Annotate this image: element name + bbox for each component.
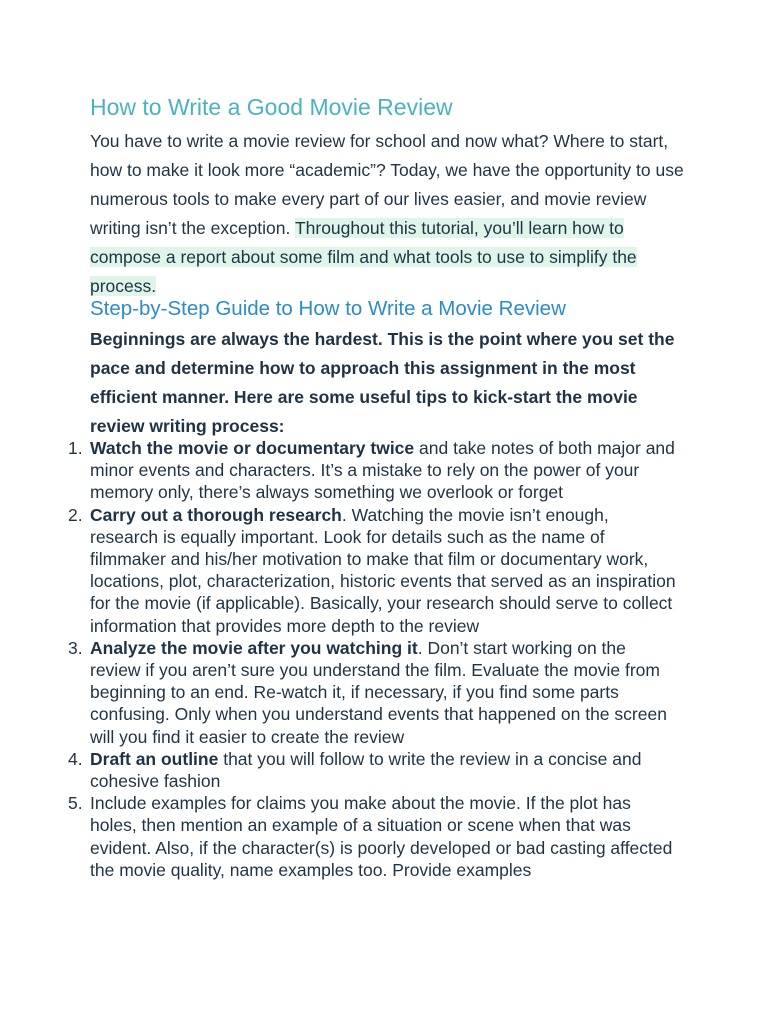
list-item-bold-text: Analyze the movie after you watching it	[90, 637, 418, 658]
list-item-bold-text: Draft an outline	[90, 748, 219, 769]
list-item-bold-text: Carry out a thorough research	[90, 504, 342, 525]
list-item-text: . Don’t start working on the review if you aren’t sure you understand the film. Evaluate the movie from beginning to an end. Re-watch it, if necessary, if you find some parts confusing. Only when you understand events that happened on the screen will you find it easier to create the review	[90, 637, 667, 747]
intro-paragraph	[90, 127, 690, 301]
list-item-number: 4.	[68, 748, 83, 769]
list-item-bold-text: Watch the movie or documentary twice	[90, 438, 415, 458]
list-item-number: 2.	[68, 504, 83, 525]
steps-list	[60, 437, 680, 881]
list-item-number: 1.	[68, 438, 83, 458]
list-item-text: and take notes of both major and minor events and characters. It’s a mistake to rely on the power of your memory only, there’s always something we overlook or forget	[90, 438, 675, 503]
list-item	[60, 792, 680, 881]
list-item-number: 3.	[68, 637, 83, 658]
list-item-text: that you will follow to write the review in a concise and cohesive fashion	[90, 748, 642, 792]
list-item-number: 5.	[68, 793, 83, 814]
list-item	[60, 504, 680, 637]
list-item	[60, 637, 680, 748]
page-title: How to Write a Good Movie Review	[90, 94, 453, 120]
list-item-text: . Watching the movie isn’t enough, research is equally important. Look for details such as the name of filmmaker and his/her motivation to make that film or documentary work, locations, plot, characterization, historic events that served as an inspiration for the movie (if applicable). Basically, your research should serve to collect information that provides more depth to the review	[90, 504, 676, 636]
bold-intro-paragraph: Beginnings are always the hardest. This is the point where you set the pace and determine how to approach this assignment in the most efficient manner. Here are some useful tips to kick-start the movie review writing process:	[90, 329, 675, 436]
list-item	[60, 437, 680, 504]
intro-text: You have to write a movie review for school and now what? Where to start, how to make it look more “academic”? Today, we have the opportunity to use numerous tools to make every part of our lives easier, and movie review writing isn’t the exception.	[90, 131, 684, 238]
intro-highlighted-text: Throughout this tutorial, you’ll learn how to compose a report about some film and what tools to use to simplify the process.	[90, 218, 637, 296]
section-subtitle: Step-by-Step Guide to How to Write a Movie Review	[90, 297, 566, 320]
list-item-text: Include examples for claims you make about the movie. If the plot has holes, then mention an example of a situation or scene when that was evident. Also, if the character(s) is poorly developed or bad casting affected the movie quality, name examples too. Provide examples	[90, 793, 673, 880]
list-item	[60, 748, 680, 792]
